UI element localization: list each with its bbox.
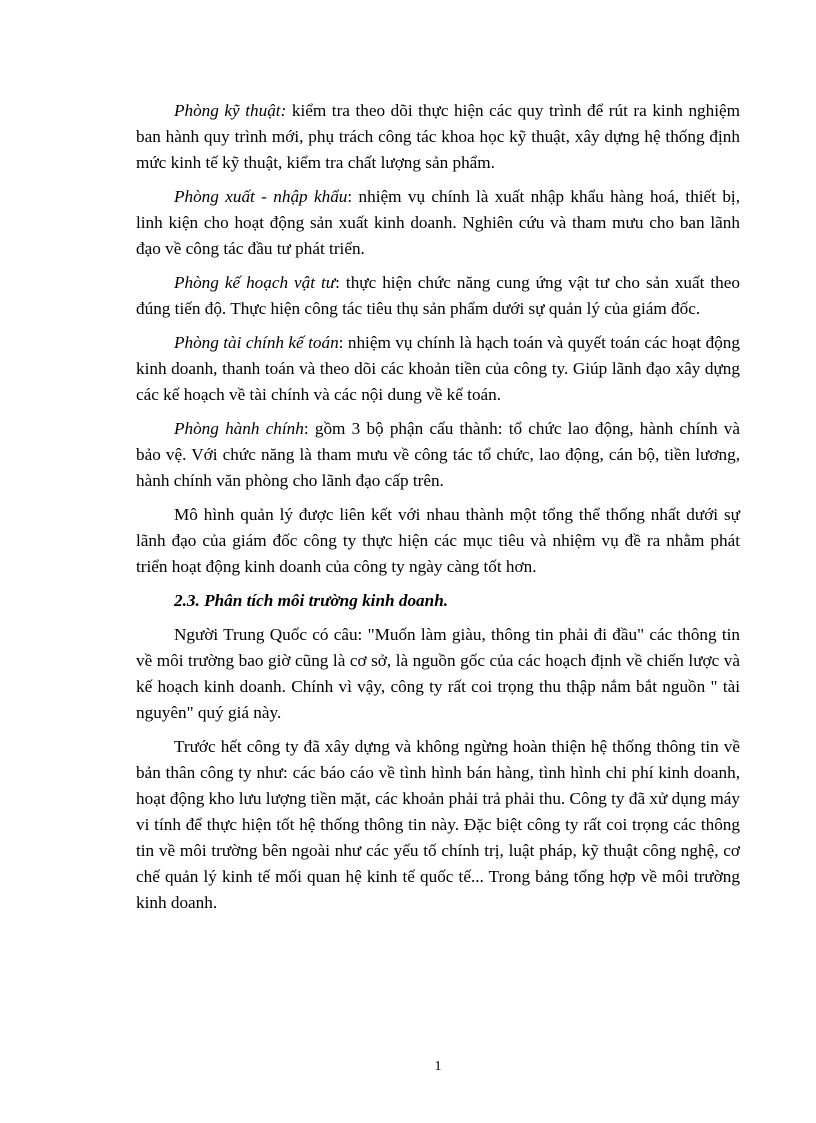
- document-body: [136, 98, 740, 924]
- paragraph-materials-planning-dept: [136, 270, 740, 322]
- paragraph-information-system: Trước hết công ty đã xây dựng và không ngừng hoàn thiện hệ thống thông tin về bản thân công ty như: các báo cáo về tình hình bán hàng, tình hình chi phí kinh doanh, hoạt động kho lưu lượng tiền mặt, các khoản phải trả phải thu. Công ty đã xử dụng máy vi tính để thực hiện tốt hệ thống thông tin này. Đặc biệt công ty rất coi trọng các thông tin về môi trường bên ngoài như các yếu tố chính trị, luật pháp, kỹ thuật công nghệ, cơ chế quản lý kinh tế mối quan hệ kinh tế quốc tế... Trong bảng tổng hợp về môi trường kinh doanh.: [136, 737, 740, 912]
- paragraph-label: Phòng xuất - nhập khẩu: [174, 187, 348, 206]
- paragraph-finance-accounting-dept: [136, 330, 740, 408]
- paragraph-label: Phòng hành chính: [174, 419, 304, 438]
- paragraph-text: : nhiệm vụ chính là xuất nhập khẩu hàng hoá, thiết bị, linh kiện cho hoạt động sản xuất kinh doanh. Nghiên cứu và tham mưu cho ban lãnh đạo về công tác đầu tư phát triển.: [136, 187, 740, 258]
- paragraph-import-export-dept: [136, 184, 740, 262]
- page-number: 1: [434, 1059, 442, 1074]
- paragraph-label: Phòng tài chính kế toán: [174, 333, 339, 352]
- paragraph-technical-dept: [136, 98, 740, 176]
- paragraph-information-saying: Người Trung Quốc có câu: "Muốn làm giàu, thông tin phải đi đầu" các thông tin về môi trường bao giờ cũng là cơ sở, là nguồn gốc của các hoạch định về chiến lược và kế hoạch kinh doanh. Chính vì vậy, công ty rất coi trọng thu thập nắm bắt nguồn " tài nguyên" quý giá này.: [136, 625, 740, 722]
- paragraph-management-model: [136, 502, 740, 580]
- paragraph-text: kiểm tra theo dõi thực hiện các quy trình để rút ra kinh nghiệm ban hành quy trình mới, phụ trách công tác khoa học kỹ thuật, xây dựng hệ thống định mức kinh tế kỹ thuật, kiểm tra chất lượng sản phẩm.: [136, 101, 741, 172]
- paragraph-label: Phòng kế hoạch vật tư: [174, 273, 336, 292]
- paragraph-text: : thực hiện chức năng cung ứng vật tư cho sản xuất theo đúng tiến độ. Thực hiện công tác tiêu thụ sản phẩm dưới sự quản lý của giám đốc.: [136, 273, 740, 318]
- paragraph-text: Mô hình quản lý được liên kết với nhau thành một tổng thể thống nhất dưới sự lãnh đạo của giám đốc công ty thực hiện các mục tiêu và nhiệm vụ đề ra nhằm phát triển hoạt động kinh doanh của công ty ngày càng tốt hơn.: [136, 505, 740, 576]
- section-heading: 2.3. Phân tích môi trường kinh doanh.: [174, 591, 449, 610]
- paragraph-label: Phòng kỹ thuật:: [174, 101, 287, 120]
- paragraph-administration-dept: [136, 416, 740, 494]
- paragraph-text: : nhiệm vụ chính là hạch toán và quyết toán các hoạt động kinh doanh, thanh toán và theo dõi các khoản tiền của công ty. Giúp lãnh đạo xây dựng các kế hoạch về tài chính và các nội dung về kế toán.: [136, 333, 740, 404]
- paragraph-text: : gồm 3 bộ phận cấu thành: tổ chức lao động, hành chính và bảo vệ. Với chức năng là tham mưu về công tác tổ chức, lao động, cán bộ, tiền lương, hành chính văn phòng cho lãnh đạo cấp trên.: [136, 419, 741, 490]
